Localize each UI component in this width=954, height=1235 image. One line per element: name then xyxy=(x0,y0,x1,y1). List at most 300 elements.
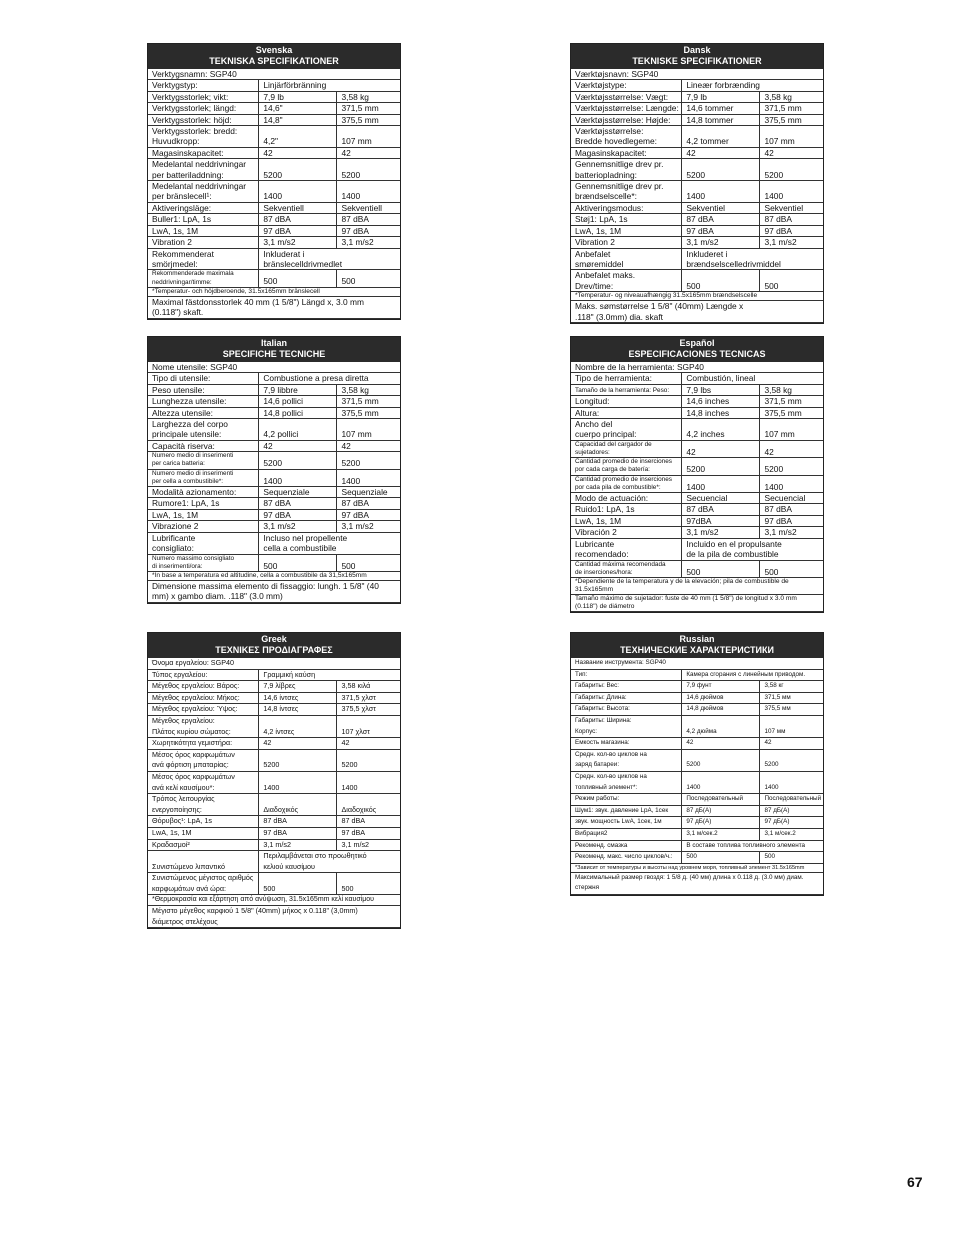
spec-value-metric: 375,5 mm xyxy=(760,114,823,125)
spec-row xyxy=(148,237,400,248)
spec-label: Μέγεθος εργαλείου: Μήκος: xyxy=(148,692,259,704)
spec-row xyxy=(571,749,823,771)
spec-value: Inkluderat i bränslecelldrivmedlet xyxy=(259,248,400,270)
spec-row xyxy=(148,126,400,148)
spec-label: Χωρητικότητα γεμιστήρα: xyxy=(148,738,259,750)
spec-value-imperial: 5200 xyxy=(682,458,760,475)
spec-header xyxy=(571,337,823,362)
spec-row xyxy=(571,594,823,611)
spec-footnote: *Θερμοκρασία και εξάρτηση από ανύψωση, 31.5x165mm κελί καυσίμου xyxy=(148,895,400,906)
spec-row xyxy=(571,805,823,817)
spec-value-imperial: 3,1 m/s2 xyxy=(259,237,337,248)
spec-row xyxy=(148,498,400,509)
spec-value-imperial: 500 xyxy=(259,873,337,895)
spec-value-imperial: Последовательный xyxy=(682,794,760,806)
spec-value-imperial: 14,8 дюймов xyxy=(682,704,760,716)
spec-label: Numero massimo consigliato di inserimenti/ora: xyxy=(148,554,259,571)
spec-value: Камера сгорания с линейным приводом. xyxy=(682,669,823,681)
language-label: Greek xyxy=(261,634,287,644)
spec-value-imperial: 14,8 pollici xyxy=(259,407,337,418)
spec-value-metric: 42 xyxy=(760,738,823,750)
spec-value-metric: 1400 xyxy=(760,771,823,793)
spec-row xyxy=(148,749,400,771)
spec-row xyxy=(571,504,823,515)
spec-label: Capacità riserva: xyxy=(148,440,259,451)
spec-row xyxy=(148,571,400,580)
spec-row xyxy=(148,373,400,384)
spec-value-imperial: 1400 xyxy=(259,181,337,203)
spec-value-metric: 500 xyxy=(337,554,400,571)
spec-row xyxy=(571,493,823,504)
spec-value-imperial: 7,9 libbre xyxy=(259,384,337,395)
spec-row xyxy=(571,301,823,323)
spec-value-imperial: Sekventiell xyxy=(259,202,337,213)
spec-label: Ancho del cuerpo principal: xyxy=(571,419,682,441)
spec-row xyxy=(571,181,823,203)
spec-label: Тип: xyxy=(571,669,682,681)
spec-row xyxy=(571,458,823,475)
spec-label: Medelantal neddrivningar per bränslecell¹: xyxy=(148,181,259,203)
spec-row xyxy=(148,905,400,927)
spec-value-imperial: 42 xyxy=(259,147,337,158)
spec-value-metric: 371,5 mm xyxy=(760,103,823,114)
spec-full-row: Nombre de la herramienta: SGP40 xyxy=(571,362,823,373)
spec-panel-italian xyxy=(147,336,401,604)
spec-value-imperial: 14,8" xyxy=(259,114,337,125)
spec-value-metric: 371,5 мм xyxy=(760,692,823,704)
spec-value-metric: 5200 xyxy=(760,458,823,475)
spec-value-metric: 97 дБ(А) xyxy=(760,817,823,829)
spec-row xyxy=(148,509,400,520)
spec-value-metric: 107 χλστ xyxy=(337,715,400,737)
spec-header xyxy=(148,44,400,69)
spec-row xyxy=(148,532,400,554)
spec-value-imperial: 14,6 pollici xyxy=(259,396,337,407)
spec-label: Габариты: Высота: xyxy=(571,704,682,716)
spec-label: Κραδασμοί² xyxy=(148,839,259,851)
spec-value-metric: 42 xyxy=(760,440,823,457)
spec-row xyxy=(148,214,400,225)
spec-row xyxy=(148,69,400,80)
spec-value: Combustión, lineal xyxy=(682,373,823,384)
spec-row xyxy=(571,396,823,407)
spec-label: Værktøjsstørrelse: Vægt: xyxy=(571,91,682,102)
spec-label: Rumore1: LpA, 1s xyxy=(148,498,259,509)
spec-label: Рекоменд. смазка xyxy=(571,840,682,852)
spec-row xyxy=(148,80,400,91)
spec-label: Verktygsstorlek: bredd: Huvudkropp: xyxy=(148,126,259,148)
spec-row xyxy=(148,296,400,318)
spec-label: Støj1: LpA, 1s xyxy=(571,214,682,225)
spec-value-imperial: 1400 xyxy=(259,771,337,793)
spec-label: Værktøjsstørrelse: Længde: xyxy=(571,103,682,114)
spec-value-imperial: Διαδοχικός xyxy=(259,794,337,816)
spec-value-imperial: 42 xyxy=(682,440,760,457)
spec-value-imperial: 500 xyxy=(259,554,337,571)
spec-panel-russian xyxy=(570,632,824,896)
spec-table xyxy=(148,69,400,319)
spec-row xyxy=(571,214,823,225)
spec-row xyxy=(571,292,823,301)
spec-value-imperial: 7,9 lbs xyxy=(682,384,760,395)
spec-title: ТЕХНИЧЕСКИЕ ХАРАКТЕРИСТИКИ xyxy=(620,645,774,655)
spec-footnote: *Temperatur- og niveauafhængig 31.5x165mm brændselscelle xyxy=(571,292,823,301)
spec-label: LwA, 1s, 1M xyxy=(571,515,682,526)
spec-value-imperial: 14,6 ίντσες xyxy=(259,692,337,704)
spec-value-imperial: 4,2" xyxy=(259,126,337,148)
spec-value-metric: 1400 xyxy=(337,469,400,486)
spec-label: Tipo de herramienta: xyxy=(571,373,682,384)
spec-value: Incluso nel propellente cella a combustibile xyxy=(259,532,400,554)
spec-value-imperial: 97dBA xyxy=(682,515,760,526)
spec-value-imperial: 500 xyxy=(682,270,760,292)
spec-value-metric: 375,5 мм xyxy=(760,704,823,716)
spec-value-imperial: 42 xyxy=(259,738,337,750)
spec-value-metric: 107 mm xyxy=(760,126,823,148)
spec-value-imperial: 14,8 tommer xyxy=(682,114,760,125)
spec-value-metric: 3,58 κιλά xyxy=(337,681,400,693)
spec-value-imperial: 14,6 tommer xyxy=(682,103,760,114)
spec-row xyxy=(148,580,400,602)
spec-header xyxy=(571,44,823,69)
spec-row xyxy=(148,771,400,793)
spec-value-metric: 375,5 mm xyxy=(760,407,823,418)
spec-row xyxy=(571,407,823,418)
spec-value: Γραμμική καύση xyxy=(259,669,400,681)
spec-value-imperial: 87 dBA xyxy=(259,214,337,225)
spec-title: TEKNISKA SPECIFIKATIONER xyxy=(209,56,339,66)
spec-row xyxy=(148,103,400,114)
spec-label: Lubrificante consigliato: xyxy=(148,532,259,554)
spec-value-metric: 97 dBA xyxy=(337,509,400,520)
spec-value-imperial: 97 dBA xyxy=(259,509,337,520)
spec-footnote: *Temperatur- och höjdberoende, 31.5x165mm bränslecell xyxy=(148,287,400,296)
spec-value-imperial: 1400 xyxy=(682,771,760,793)
spec-value-metric: 3,58 kg xyxy=(337,91,400,102)
spec-value-imperial: Secuencial xyxy=(682,493,760,504)
spec-row xyxy=(571,126,823,148)
spec-label: Værktøjstype: xyxy=(571,80,682,91)
spec-label: Gennemsnitlige drev pr. brændselscelle*: xyxy=(571,181,682,203)
spec-label: Medelantal neddrivningar per batteriladdning: xyxy=(148,159,259,181)
spec-row xyxy=(571,669,823,681)
spec-row xyxy=(571,771,823,793)
spec-row xyxy=(148,873,400,895)
spec-row xyxy=(148,521,400,532)
spec-value-metric: 5200 xyxy=(337,749,400,771)
spec-value-metric: 42 xyxy=(337,738,400,750)
spec-row xyxy=(148,91,400,102)
spec-value-imperial: 97 dBA xyxy=(682,225,760,236)
spec-value-metric: Διαδοχικός xyxy=(337,794,400,816)
spec-row xyxy=(571,202,823,213)
spec-value-metric: 3,58 kg xyxy=(337,384,400,395)
spec-row xyxy=(571,840,823,852)
spec-value-metric: 500 xyxy=(760,270,823,292)
spec-row xyxy=(148,851,400,873)
spec-value-metric: 3,1 m/s2 xyxy=(760,237,823,248)
spec-value-metric: 1400 xyxy=(337,771,400,793)
spec-value-imperial: 4,2 pollici xyxy=(259,419,337,441)
spec-value-imperial: 42 xyxy=(682,738,760,750)
spec-value-metric: 3,1 m/s2 xyxy=(337,839,400,851)
spec-value-metric: 107 мм xyxy=(760,715,823,737)
spec-value-metric: 97 dBA xyxy=(337,225,400,236)
spec-label: Altura: xyxy=(571,407,682,418)
spec-label: Συνιστώμενο λιπαντικό xyxy=(148,851,259,873)
spec-label: Τύπος εργαλείου: xyxy=(148,669,259,681)
spec-label: Tamaño de la herramienta: Peso: xyxy=(571,384,682,395)
spec-full-row: Dimensione massima elemento di fissaggio: lungh. 1 5/8" (40 mm) x gambo diam. .118" (3.0 mm) xyxy=(148,580,400,602)
spec-row xyxy=(148,487,400,498)
spec-row xyxy=(148,159,400,181)
spec-row xyxy=(571,419,823,441)
spec-label: Lunghezza utensile: xyxy=(148,396,259,407)
spec-value-imperial: 3,1 m/s2 xyxy=(259,839,337,851)
spec-row xyxy=(571,384,823,395)
spec-row xyxy=(571,577,823,594)
spec-row xyxy=(148,362,400,373)
spec-title: TEKNISKE SPECIFIKATIONER xyxy=(632,56,762,66)
spec-title: SPECIFICHE TECNICHE xyxy=(222,349,326,359)
spec-row xyxy=(148,681,400,693)
spec-label: Cantidad promedio de inserciones por cada pila de combustible*: xyxy=(571,475,682,492)
spec-value: Inkluderet i brændselscelledrivmiddel xyxy=(682,248,823,270)
spec-row xyxy=(571,103,823,114)
spec-value-imperial: 14,8 ίντσες xyxy=(259,704,337,716)
spec-label: Modo de actuación: xyxy=(571,493,682,504)
spec-header xyxy=(148,337,400,362)
spec-row xyxy=(571,794,823,806)
spec-row xyxy=(571,362,823,373)
spec-value-imperial: 97 дБ(А) xyxy=(682,817,760,829)
language-label: Dansk xyxy=(683,45,711,55)
spec-value-imperial: 4,2 ίντσες xyxy=(259,715,337,737)
spec-value-metric: 375,5 mm xyxy=(337,114,400,125)
spec-label: Peso utensile: xyxy=(148,384,259,395)
spec-row xyxy=(571,515,823,526)
spec-value-imperial: 7,9 lb xyxy=(682,91,760,102)
spec-value-imperial: 1400 xyxy=(682,181,760,203)
spec-value-imperial: 14,6 дюймов xyxy=(682,692,760,704)
spec-value-imperial: 7,9 lb xyxy=(259,91,337,102)
spec-value-metric: 87 dBA xyxy=(337,214,400,225)
spec-value-metric: 87 dBA xyxy=(760,504,823,515)
spec-row xyxy=(571,147,823,158)
spec-row xyxy=(571,704,823,716)
spec-row xyxy=(571,527,823,538)
language-label: Español xyxy=(679,338,715,348)
spec-row xyxy=(571,91,823,102)
spec-value: Incluido en el propulsante de la pila de combustible xyxy=(682,538,823,560)
spec-full-row: Maks. sømstørrelse 1 5/8" (40mm) Længde x .118" (3.0mm) dia. skaft xyxy=(571,301,823,323)
spec-label: LwA, 1s, 1M xyxy=(571,225,682,236)
spec-label: Magasinskapacitet: xyxy=(571,147,682,158)
spec-label: Værktøjsstørrelse: Højde: xyxy=(571,114,682,125)
spec-panel-greek xyxy=(147,632,401,929)
spec-label: Μέγεθος εργαλείου: Βάρος: xyxy=(148,681,259,693)
spec-label: Cantidad máxima recomendada de inserciones/hora: xyxy=(571,560,682,577)
spec-header xyxy=(148,633,400,658)
spec-row xyxy=(571,373,823,384)
spec-row xyxy=(571,692,823,704)
spec-row xyxy=(148,181,400,203)
spec-label: Aktiveringsmodus: xyxy=(571,202,682,213)
spec-table xyxy=(571,362,823,612)
spec-row xyxy=(148,839,400,851)
spec-value-imperial: 3,1 m/s2 xyxy=(682,527,760,538)
spec-row xyxy=(571,872,823,894)
language-label: Russian xyxy=(679,634,715,644)
spec-row xyxy=(148,440,400,451)
spec-label: Θόρυβος¹: LpA, 1s xyxy=(148,816,259,828)
spec-value-metric: 371,5 mm xyxy=(337,396,400,407)
spec-table xyxy=(571,658,823,895)
spec-value-metric: 97 dBA xyxy=(337,827,400,839)
spec-value-metric: Sequenziale xyxy=(337,487,400,498)
spec-value-imperial: 3,1 m/s2 xyxy=(259,521,337,532)
spec-label: Longitud: xyxy=(571,396,682,407)
spec-row xyxy=(571,248,823,270)
spec-label: Verktygsstorlek: höjd: xyxy=(148,114,259,125)
spec-value-metric: Sekventiell xyxy=(337,202,400,213)
spec-value-imperial: 1400 xyxy=(682,475,760,492)
spec-value-imperial: 500 xyxy=(682,560,760,577)
spec-label: Buller1: LpA, 1s xyxy=(148,214,259,225)
spec-value-imperial: 5200 xyxy=(259,159,337,181)
spec-full-row: Максимальный размер гвоздя: 1 5/8 д. (40 мм) длина x 0.118 д. (3.0 мм) диам. стержня xyxy=(571,872,823,894)
spec-row xyxy=(571,658,823,669)
spec-label: Altezza utensile: xyxy=(148,407,259,418)
spec-value-metric: 42 xyxy=(760,147,823,158)
spec-full-row: Όνομα εργαλείου: SGP40 xyxy=(148,658,400,669)
spec-label: Lubricante recomendado: xyxy=(571,538,682,560)
spec-value-imperial: 87 dBA xyxy=(259,816,337,828)
spec-value-metric: 87 dBA xyxy=(760,214,823,225)
spec-row xyxy=(571,80,823,91)
spec-value: Linjärförbränning xyxy=(259,80,400,91)
spec-value-metric: 1400 xyxy=(760,181,823,203)
spec-label: Μέσος όρος καρφωμάτων ανά φόρτιση μπαταρίας: xyxy=(148,749,259,771)
spec-value-imperial: 87 dBA xyxy=(682,214,760,225)
spec-row xyxy=(148,827,400,839)
spec-label: LwA, 1s, 1M xyxy=(148,225,259,236)
spec-row xyxy=(571,538,823,560)
spec-label: Габариты: Ширина: Корпус: xyxy=(571,715,682,737)
spec-label: Габариты: Длина: xyxy=(571,692,682,704)
spec-row xyxy=(148,669,400,681)
spec-value-metric: 97 dBA xyxy=(760,225,823,236)
spec-value-metric: 5200 xyxy=(337,452,400,469)
spec-value-imperial: 5200 xyxy=(259,749,337,771)
spec-value-metric: 107 mm xyxy=(760,419,823,441)
spec-row xyxy=(571,440,823,457)
spec-label: Vibration 2 xyxy=(148,237,259,248)
spec-value-metric: Sekventiel xyxy=(760,202,823,213)
spec-footnote: *Dependiente de la temperatura y de la elevación; pila de combustible de 31.5x165mm xyxy=(571,577,823,594)
spec-value-metric: 1400 xyxy=(337,181,400,203)
spec-label: Вибрация2 xyxy=(571,828,682,840)
spec-row xyxy=(148,147,400,158)
spec-label: Vibration 2 xyxy=(571,237,682,248)
spec-label: Μέγεθος εργαλείου: Πλάτος κυρίου σώματος: xyxy=(148,715,259,737)
spec-full-row: Værktøjsnavn: SGP40 xyxy=(571,69,823,80)
spec-value-metric: 5200 xyxy=(337,159,400,181)
spec-full-row: Название инструмента: SGP40 xyxy=(571,658,823,669)
spec-row xyxy=(148,384,400,395)
spec-value-metric: 87 dBA xyxy=(337,498,400,509)
spec-row xyxy=(148,794,400,816)
spec-value: Περιλαμβάνεται στο προωθητικό κελιού καυσίμου xyxy=(259,851,400,873)
spec-label: Режим работы: xyxy=(571,794,682,806)
spec-value-metric: 500 xyxy=(760,852,823,864)
spec-label: Шум1: звук. давление LpA, 1сек xyxy=(571,805,682,817)
spec-full-row: Μέγιστο μέγεθος καρφιού 1 5/8" (40mm) μήκος x 0.118" (3,0mm) διάμετρος στελέχους xyxy=(148,905,400,927)
spec-label: Tipo di utensile: xyxy=(148,373,259,384)
spec-full-row: Nome utensile: SGP40 xyxy=(148,362,400,373)
spec-value-metric: 107 mm xyxy=(337,126,400,148)
spec-value: Lineær forbrænding xyxy=(682,80,823,91)
spec-panel-svenska xyxy=(147,43,401,320)
spec-value-metric: 1400 xyxy=(760,475,823,492)
spec-footnote: *Зависит от температуры и высоты над уровнем моря, топливный элемент 31.5x165mm xyxy=(571,863,823,872)
spec-value-metric: 3,58 kg xyxy=(760,91,823,102)
spec-value-imperial: 4,2 tommer xyxy=(682,126,760,148)
spec-value-imperial: 87 dBA xyxy=(259,498,337,509)
spec-value-metric: 87 dBA xyxy=(337,816,400,828)
spec-label: звук. мощность LwA, 1сек, 1м xyxy=(571,817,682,829)
spec-label: Larghezza del corpo principale utensile: xyxy=(148,419,259,441)
spec-value-imperial: 500 xyxy=(682,852,760,864)
spec-value-imperial: 14,8 inches xyxy=(682,407,760,418)
spec-value-metric: 500 xyxy=(337,270,400,287)
spec-label: Verktygsstorlek; vikt: xyxy=(148,91,259,102)
spec-label: Ruido1: LpA, 1s xyxy=(571,504,682,515)
spec-row xyxy=(571,475,823,492)
spec-value-imperial: 7,9 λίβρες xyxy=(259,681,337,693)
spec-row xyxy=(148,554,400,571)
spec-value-imperial: 87 dBA xyxy=(682,504,760,515)
spec-value-metric: 5200 xyxy=(760,159,823,181)
spec-label: LwA, 1s, 1M xyxy=(148,509,259,520)
spec-value-imperial: 97 dBA xyxy=(259,225,337,236)
spec-row xyxy=(148,816,400,828)
spec-label: Verktygstyp: xyxy=(148,80,259,91)
page-number: 67 xyxy=(907,1174,923,1190)
spec-row xyxy=(571,828,823,840)
spec-label: Средн. кол-во циклов на заряд батареи: xyxy=(571,749,682,771)
spec-label: Numero medio di inserimenti per cella a combustibile*: xyxy=(148,469,259,486)
spec-row xyxy=(148,114,400,125)
spec-value-imperial: 14,6 inches xyxy=(682,396,760,407)
spec-value-metric: 97 dBA xyxy=(760,515,823,526)
spec-value-metric: Secuencial xyxy=(760,493,823,504)
spec-label: Verktygsstorlek; längd: xyxy=(148,103,259,114)
spec-value-metric: 375,5 mm xyxy=(337,407,400,418)
spec-panel-espanol xyxy=(570,336,824,613)
spec-value-metric: 375,5 χλστ xyxy=(337,704,400,716)
spec-full-row: Verktygsnamn: SGP40 xyxy=(148,69,400,80)
spec-row xyxy=(571,114,823,125)
spec-value-imperial: 3,1 m/s2 xyxy=(682,237,760,248)
spec-value-imperial: 4,2 дюйма xyxy=(682,715,760,737)
spec-value-metric: 107 mm xyxy=(337,419,400,441)
spec-row xyxy=(148,248,400,270)
spec-value-metric: 42 xyxy=(337,440,400,451)
spec-value-metric: 3,58 кг xyxy=(760,681,823,693)
spec-value-metric: 500 xyxy=(760,560,823,577)
spec-value: В составе топлива топливного элемента xyxy=(682,840,823,852)
